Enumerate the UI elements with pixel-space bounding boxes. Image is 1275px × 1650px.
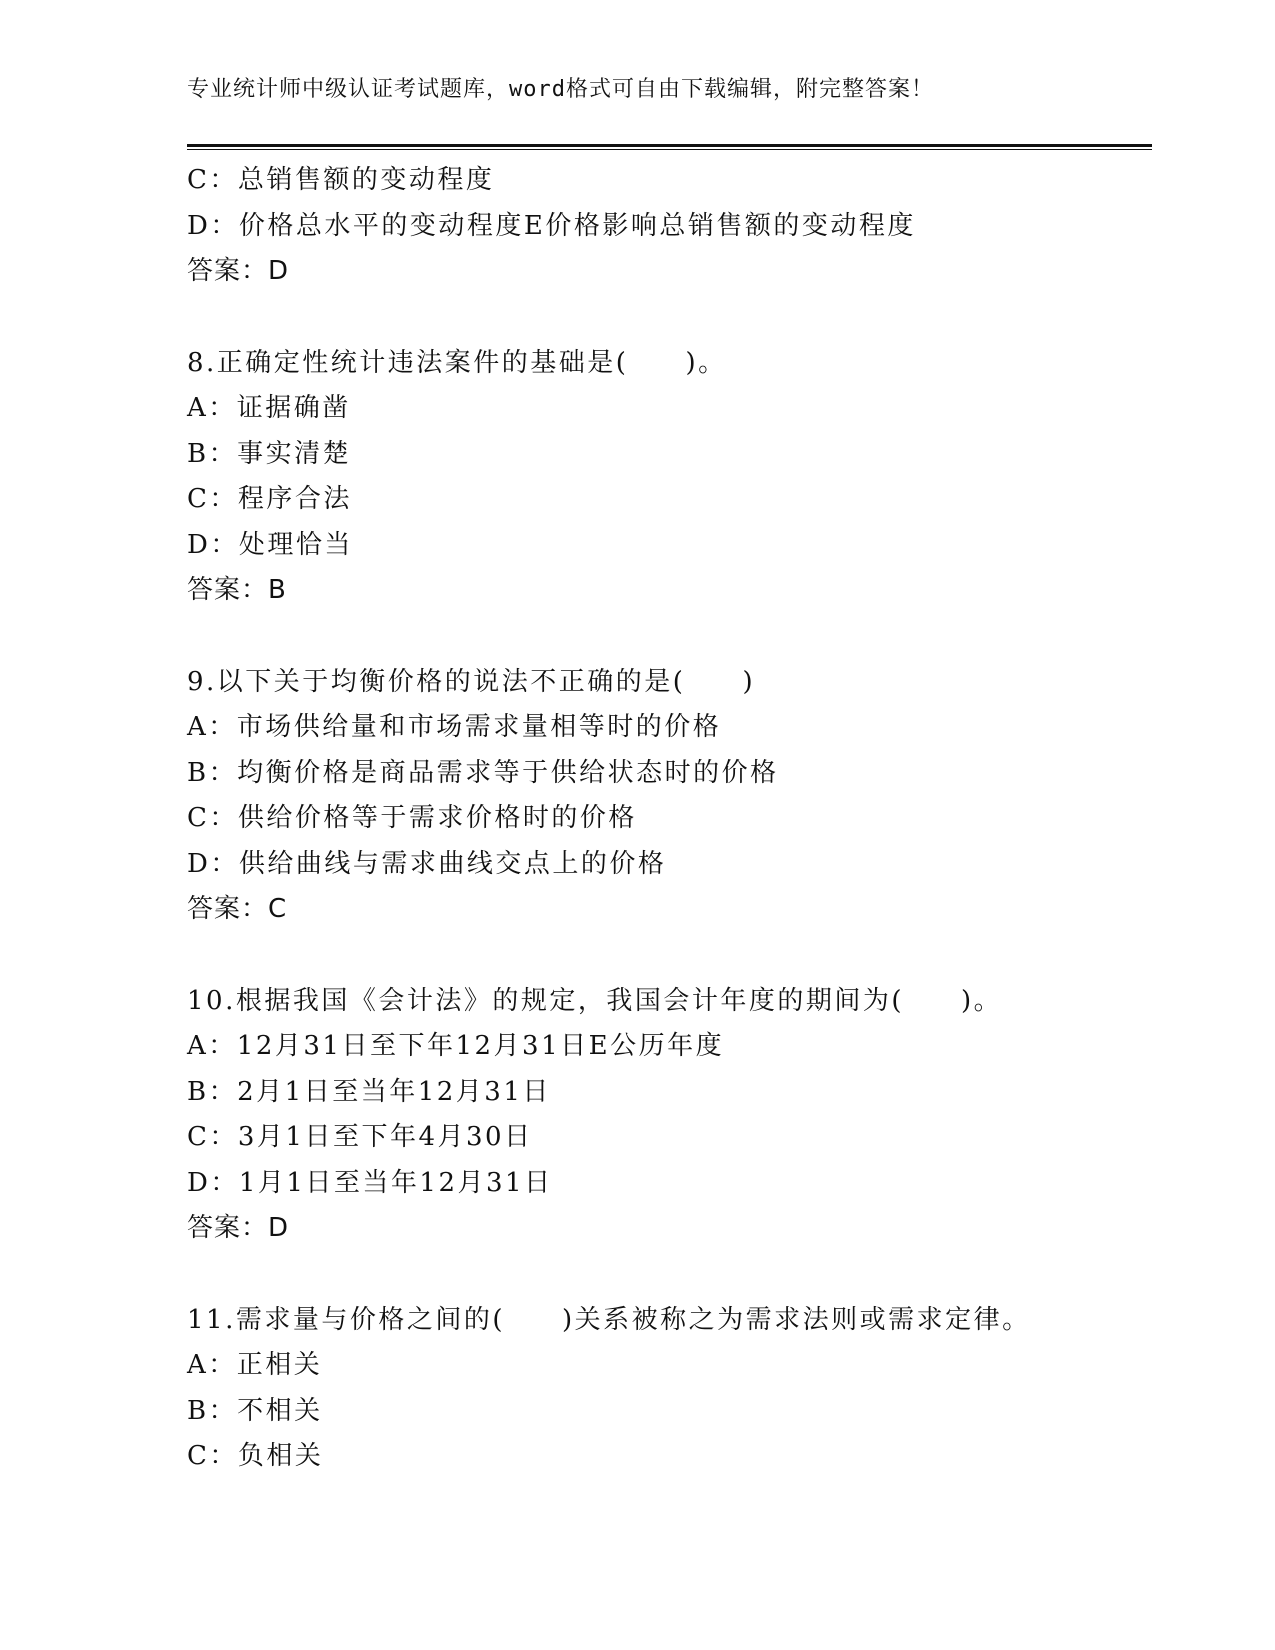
page-header: 专业统计师中级认证考试题库，word格式可自由下载编辑，附完整答案！ xyxy=(187,77,934,102)
answer-line: 答案：D xyxy=(187,1213,290,1243)
answer-line: 答案：B xyxy=(187,575,287,605)
option-a: A：证据确凿 xyxy=(187,393,351,423)
header-rule-thick xyxy=(187,144,1152,147)
question-content xyxy=(187,158,1152,1480)
question-text: 9.以下关于均衡价格的说法不正确的是( ) xyxy=(187,666,756,697)
question-block-7 xyxy=(187,158,1152,295)
option-a: A：市场供给量和市场需求量相等时的价格 xyxy=(187,712,722,742)
question-block-10 xyxy=(187,979,1152,1252)
option-a: A：12月31日至下年12月31日E公历年度 xyxy=(187,1031,725,1061)
option-c: C：供给价格等于需求价格时的价格 xyxy=(187,803,637,833)
answer-line: 答案：D xyxy=(187,256,290,286)
question-text: 11.需求量与价格之间的( )关系被称之为需求法则或需求定律。 xyxy=(187,1304,1031,1335)
option-c: C：3月1日至下年4月30日 xyxy=(187,1122,533,1152)
block-spacer xyxy=(187,933,1152,979)
question-block-8 xyxy=(187,341,1152,614)
option-c: C：负相关 xyxy=(187,1441,324,1471)
block-spacer xyxy=(187,295,1152,341)
option-b: B：事实清楚 xyxy=(187,438,352,469)
option-a: A：正相关 xyxy=(187,1350,323,1380)
option-c: C：总销售额的变动程度 xyxy=(187,165,495,195)
option-d: D：1月1日至当年12月31日 xyxy=(187,1167,553,1198)
option-c: C：程序合法 xyxy=(187,484,352,514)
option-d: D：价格总水平的变动程度E价格影响总销售额的变动程度 xyxy=(187,210,916,241)
option-d: D：处理恰当 xyxy=(187,529,353,560)
block-spacer xyxy=(187,1252,1152,1298)
option-b: B：2月1日至当年12月31日 xyxy=(187,1076,551,1107)
block-spacer xyxy=(187,614,1152,660)
answer-line: 答案：C xyxy=(187,894,288,924)
question-block-11 xyxy=(187,1298,1152,1480)
option-d: D：供给曲线与需求曲线交点上的价格 xyxy=(187,848,667,879)
header-rule-thin xyxy=(187,149,1152,150)
question-text: 8.正确定性统计违法案件的基础是( )。 xyxy=(187,347,727,378)
question-block-9 xyxy=(187,660,1152,933)
question-text: 10.根据我国《会计法》的规定，我国会计年度的期间为( )。 xyxy=(187,985,1003,1016)
option-b: B：均衡价格是商品需求等于供给状态时的价格 xyxy=(187,757,779,788)
option-b: B：不相关 xyxy=(187,1395,323,1426)
